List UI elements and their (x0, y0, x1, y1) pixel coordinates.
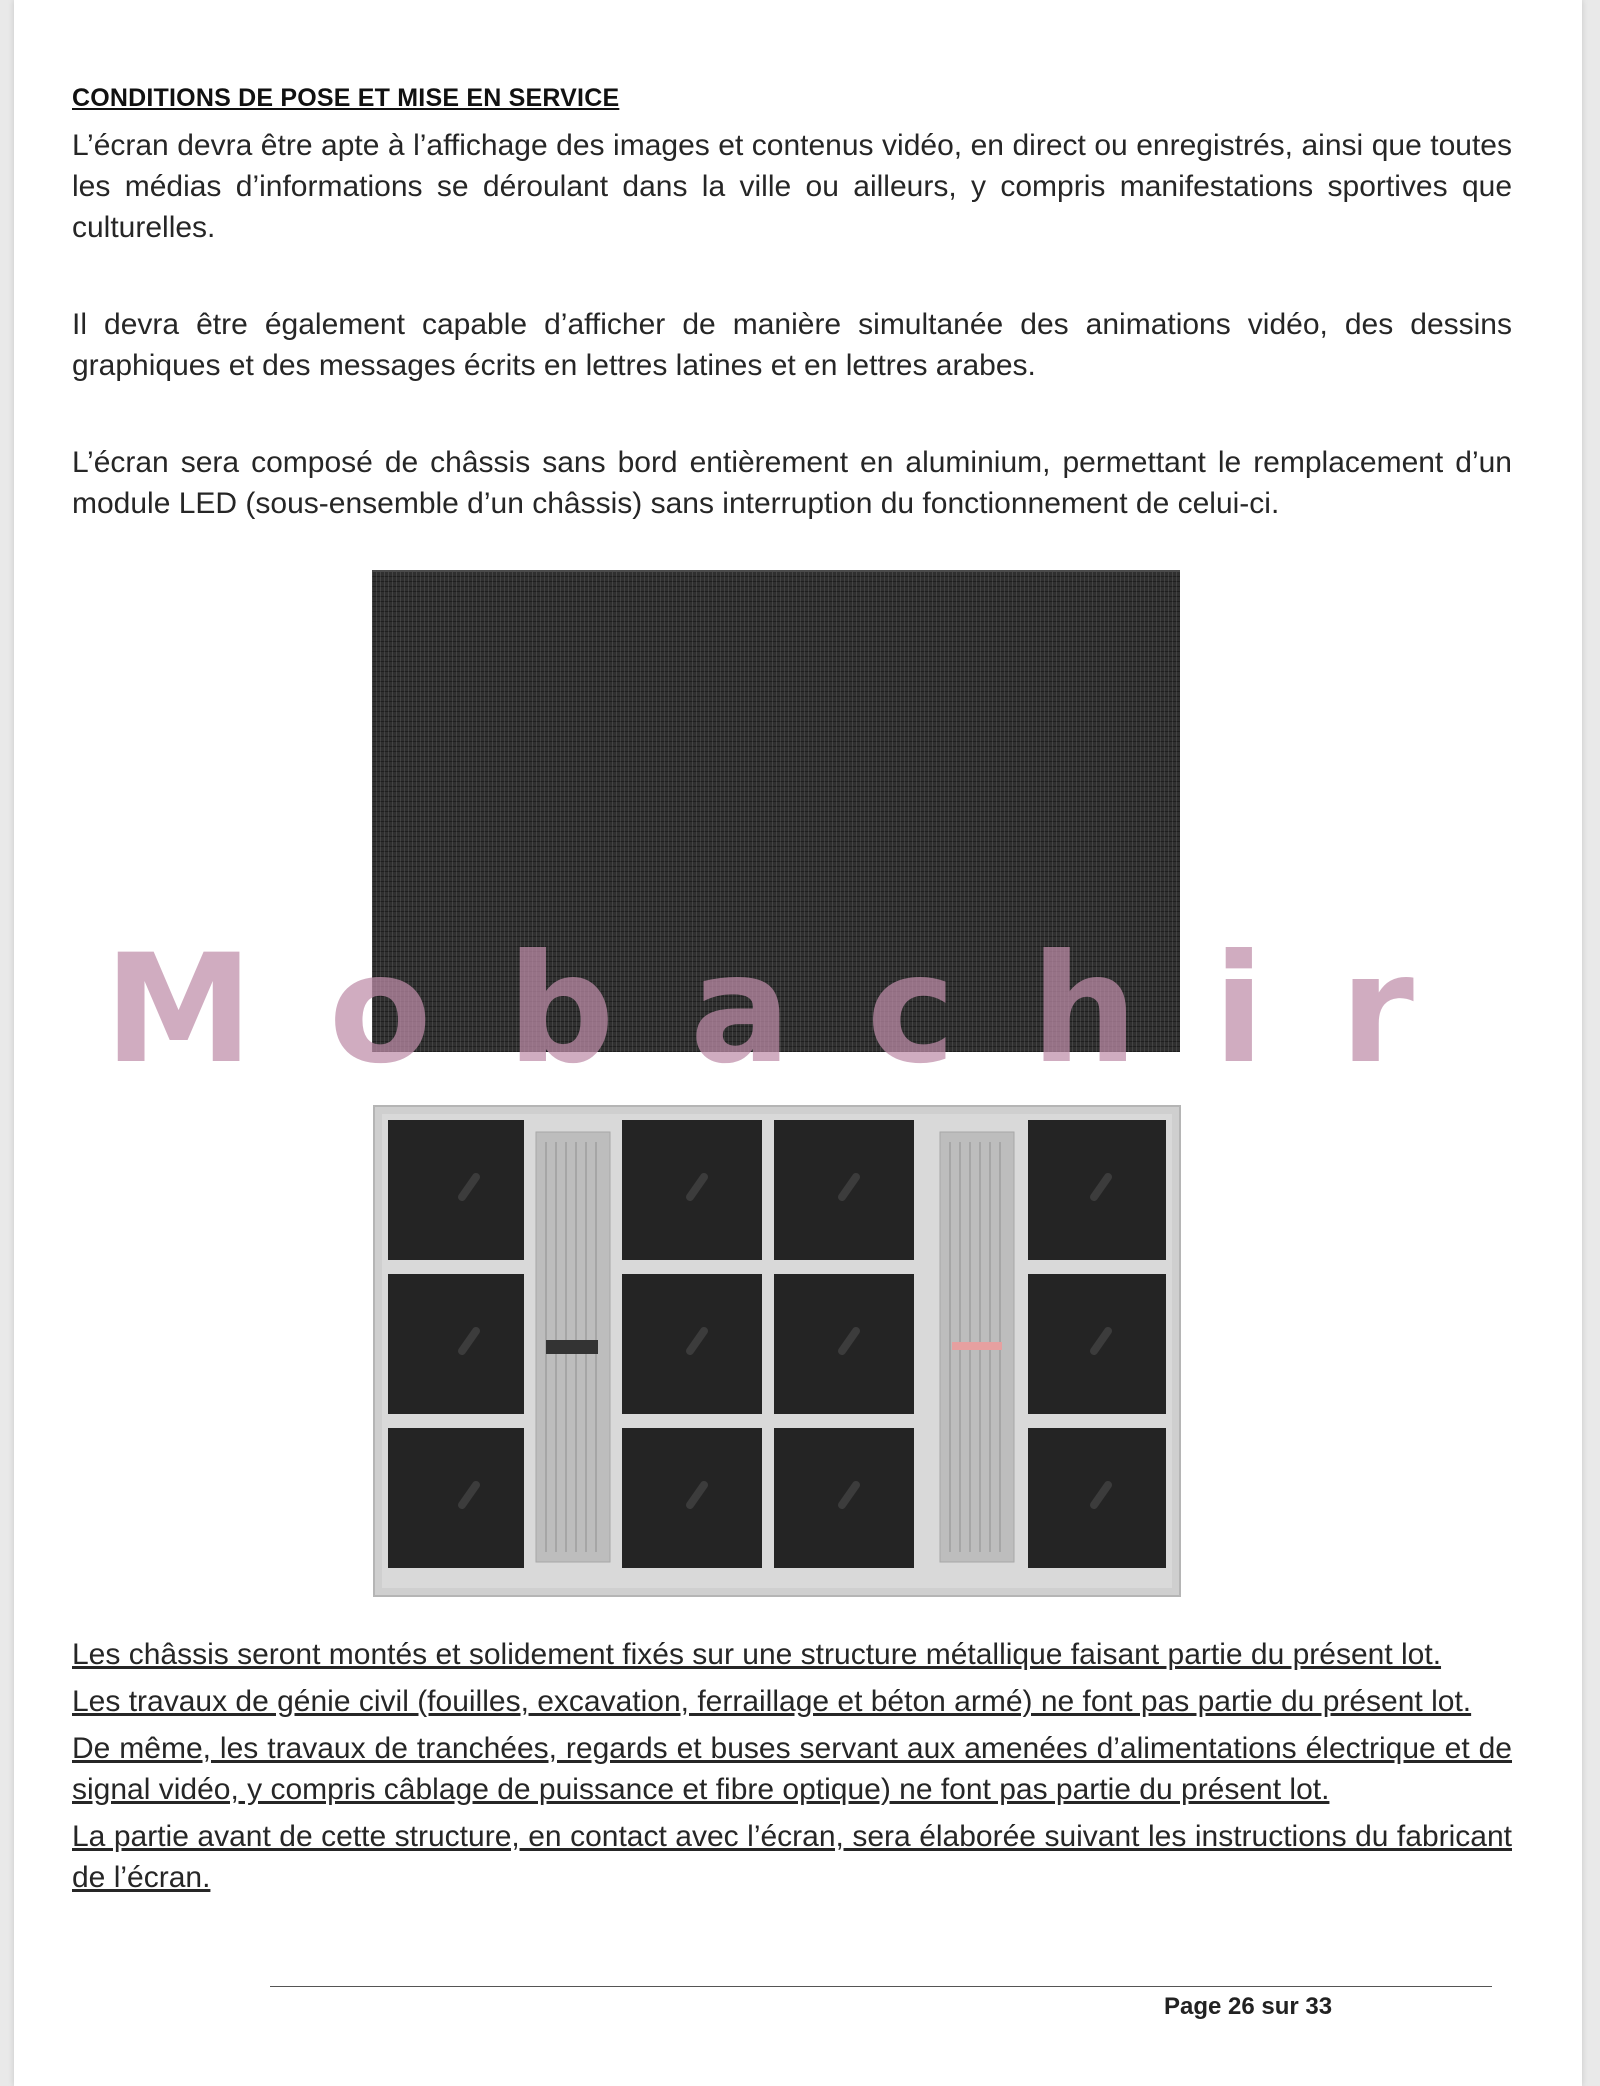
footer-divider (270, 1986, 1492, 1987)
note-front-structure: La partie avant de cette structure, en contact avec l’écran, sera élaborée suivant les instructions du fabricant de l’écran. (72, 1820, 1512, 1894)
watermark-letter: c (866, 923, 956, 1097)
watermark-letter: i (1213, 923, 1265, 1097)
main-content (72, 84, 1512, 524)
paragraph-display-capability: L’écran devra être apte à l’affichage des images et contenus vidéo, en direct ou enregistrés, ainsi que toutes les médias d’informations se déroulant dans la ville ou ailleurs, y compris manifestations sportives que culturelles. (72, 129, 1512, 244)
installation-notes (72, 1634, 1512, 1904)
section-heading: CONDITIONS DE POSE ET MISE EN SERVICE (72, 84, 620, 112)
watermark-letter: o (328, 923, 432, 1097)
note-civil-works: Les travaux de génie civil (fouilles, excavation, ferraillage et béton armé) ne font pas partie du présent lot. (72, 1685, 1472, 1718)
watermark-letter: h (1030, 923, 1138, 1097)
led-chassis-rear-image (372, 1102, 1182, 1598)
page-number: Page 26 sur 33 (1164, 1993, 1333, 2020)
watermark-letter: r (1339, 923, 1414, 1097)
watermark-letter: a (689, 923, 792, 1097)
paragraph-chassis-composition: L’écran sera composé de châssis sans bord entièrement en aluminium, permettant le remplacement d’un module LED (sous-ensemble d’un châssis) sans interruption du fonctionnement de celui-ci. (72, 446, 1512, 520)
watermark-letter: M (104, 923, 254, 1097)
paragraph-simultaneous-display: Il devra être également capable d’afficher de manière simultanée des animations vidéo, des dessins graphiques et des messages écrits en lettres latines et en lettres arabes. (72, 308, 1512, 382)
note-trenches-cabling: De même, les travaux de tranchées, regards et buses servant aux amenées d’alimentations électrique et de signal vidéo, y compris câblage de puissance et fibre optique) ne font pas partie du présent lot. (72, 1732, 1512, 1806)
note-chassis-mounting: Les châssis seront montés et solidement fixés sur une structure métallique faisant partie du présent lot. (72, 1638, 1442, 1671)
led-panel-front-image (372, 570, 1180, 1052)
watermark-letter: b (507, 923, 615, 1097)
led-screen-figure (372, 570, 1182, 1600)
